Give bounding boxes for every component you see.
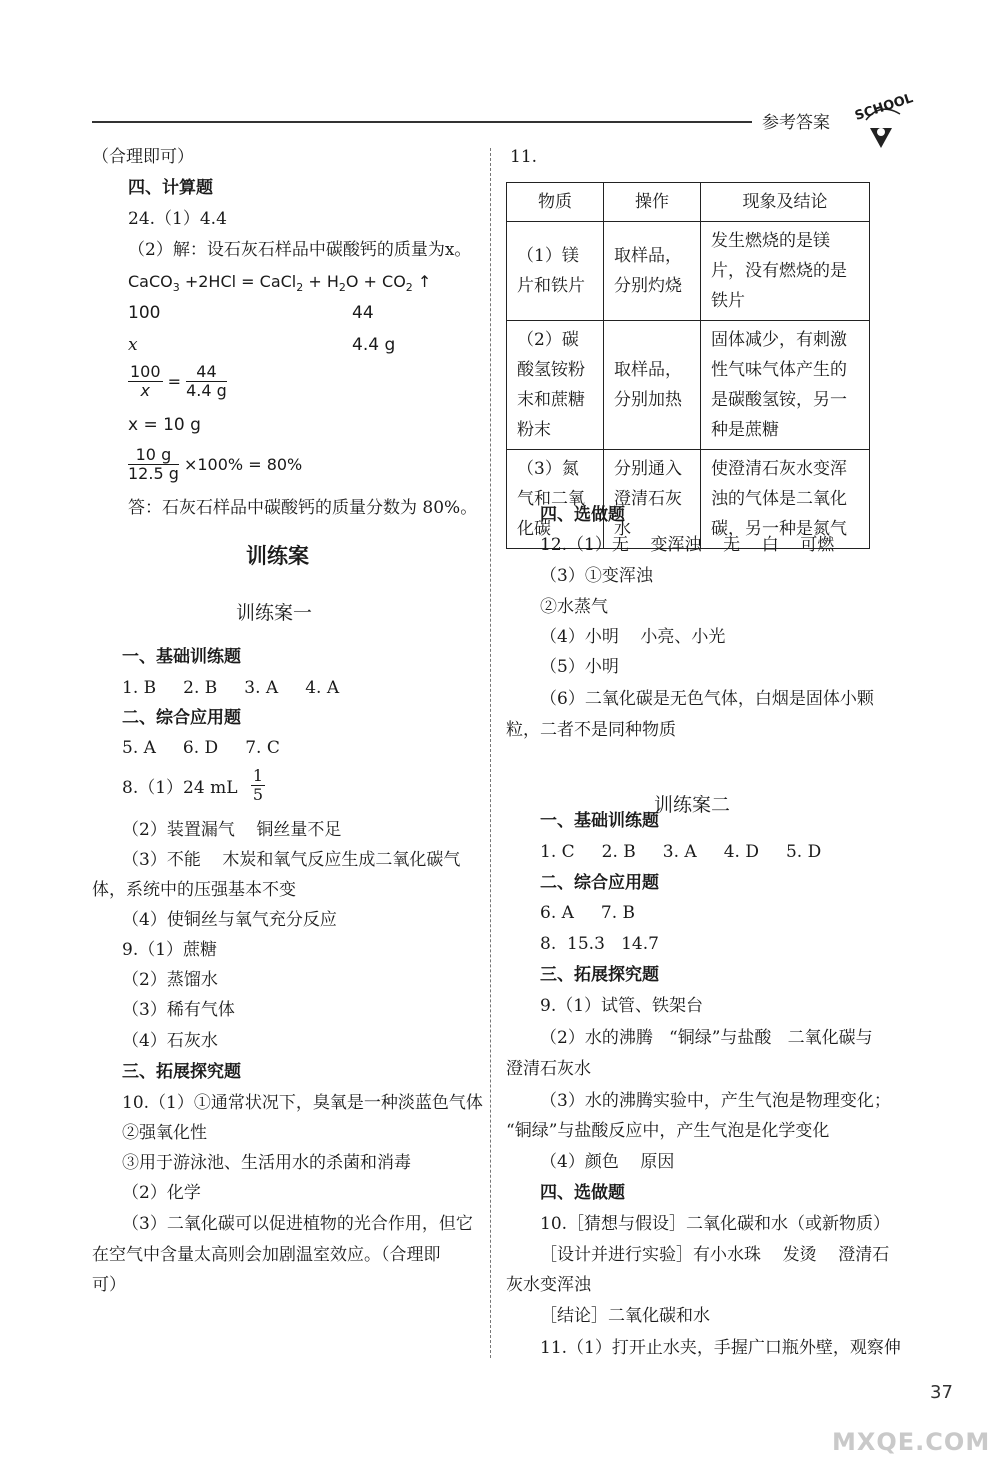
section-heading: 四、选做题 bbox=[540, 1183, 625, 1203]
section-heading: 一、基础训练题 bbox=[540, 811, 659, 831]
answer-line: 答：石灰石样品中碳酸钙的质量分数为 80%。 bbox=[128, 498, 478, 518]
answer-line: 11.（1）打开止水夹，手握广口瓶外壁，观察伸 bbox=[540, 1338, 901, 1358]
denominator: 5 bbox=[252, 785, 264, 804]
answer-line: （2）装置漏气 铜丝量不足 bbox=[122, 820, 342, 840]
answer-line: 8. 15.3 14.7 bbox=[540, 934, 659, 954]
answer-line: 9.（1）试管、铁架台 bbox=[540, 996, 704, 1016]
question-number: 11. bbox=[510, 147, 538, 167]
answer-line: “铜绿”与盐酸反应中，产生气泡是化学变化 bbox=[506, 1121, 830, 1141]
answer-line: ②强氧化性 bbox=[122, 1123, 207, 1143]
gas-arrow: ↑ bbox=[412, 272, 432, 291]
answer-line: （3）稀有气体 bbox=[122, 1000, 235, 1020]
percent-result: ×100% = 80% bbox=[178, 455, 303, 474]
answer-line: ［设计并进行实验］有小水珠 发烫 澄清石 bbox=[540, 1245, 890, 1265]
header-title: 参考答案 bbox=[762, 113, 830, 133]
table-header-row bbox=[507, 183, 870, 222]
chemical-equation bbox=[128, 267, 431, 303]
table-cell: （1）镁片和铁片 bbox=[507, 222, 604, 321]
answer-line: （5）小明 bbox=[540, 657, 619, 677]
answer-line: ［结论］二氧化碳和水 bbox=[540, 1306, 710, 1326]
answer-line: （3）二氧化碳可以促进植物的光合作用，但它 bbox=[122, 1214, 473, 1234]
school-logo-text: SCHOOL bbox=[853, 91, 916, 124]
numerator: 10 g bbox=[128, 446, 179, 465]
numerator: 100 bbox=[130, 362, 161, 381]
denominator: 12.5 g bbox=[128, 464, 179, 483]
percent-equation bbox=[128, 446, 302, 483]
text-line: （合理即可） bbox=[92, 147, 194, 167]
watermark: MXQE.COM bbox=[832, 1428, 991, 1456]
mass-value: 4.4 g bbox=[352, 335, 396, 355]
table-cell: 取样品，分别灼烧 bbox=[604, 222, 701, 321]
answer-line: 6. A 7. B bbox=[540, 903, 636, 923]
answer-line: ②水蒸气 bbox=[540, 597, 608, 617]
eq-part: +2HCl = CaCl bbox=[179, 272, 297, 291]
table-cell: 分别通入澄清石灰水 bbox=[604, 450, 701, 549]
eq-part: CaCO bbox=[128, 272, 173, 291]
mass-value: x bbox=[128, 335, 138, 355]
school-logo bbox=[848, 91, 916, 152]
denominator: 4.4 g bbox=[186, 381, 227, 400]
eq-sub: 3 bbox=[172, 281, 180, 295]
subsection-title: 训练案二 bbox=[654, 794, 731, 816]
answer-line: 1. C 2. B 3. A 4. D 5. D bbox=[540, 842, 822, 862]
answer-table bbox=[506, 182, 870, 549]
answer-line bbox=[122, 767, 265, 804]
answer-line: x = 10 g bbox=[128, 415, 201, 435]
table-row bbox=[507, 321, 870, 450]
section-title: 训练案 bbox=[246, 543, 309, 568]
section-heading: 二、综合应用题 bbox=[122, 708, 241, 728]
fraction bbox=[251, 767, 265, 804]
eq-part: + H bbox=[303, 272, 339, 291]
answer-line: 10.（1）①通常状况下，臭氧是一种淡蓝色气体 bbox=[122, 1093, 483, 1113]
table-header-cell: 操作 bbox=[604, 183, 701, 222]
answer-line: （6）二氧化碳是无色气体，白烟是固体小颗 bbox=[540, 689, 874, 709]
denominator: x bbox=[140, 381, 150, 400]
table-cell: 发生燃烧的是镁片，没有燃烧的是铁片 bbox=[701, 222, 870, 321]
mass-value: 44 bbox=[352, 303, 374, 323]
section-heading: 三、拓展探究题 bbox=[122, 1062, 241, 1082]
answer-line: 5. A 6. D 7. C bbox=[122, 738, 280, 758]
table-header-cell: 现象及结论 bbox=[701, 183, 870, 222]
section-heading: 四、选做题 bbox=[540, 505, 625, 525]
eq-sub: 2 bbox=[405, 281, 413, 295]
answer-line: 10.［猜想与假设］二氧化碳和水（或新物质） bbox=[540, 1214, 891, 1234]
answer-line: （2）解：设石灰石样品中碳酸钙的质量为x。 bbox=[128, 240, 472, 260]
fraction bbox=[186, 363, 227, 400]
answer-line: （2）水的沸腾 “铜绿”与盐酸 二氧化碳与 bbox=[540, 1028, 873, 1048]
table-header-cell: 物质 bbox=[507, 183, 604, 222]
answer-line: （3）①变浑浊 bbox=[540, 566, 653, 586]
answer-line: 24.（1）4.4 bbox=[128, 209, 227, 229]
equals-sign: = bbox=[162, 372, 187, 391]
mass-value: 100 bbox=[128, 303, 161, 323]
section-heading: 四、计算题 bbox=[128, 178, 213, 198]
answer-line: 可） bbox=[92, 1275, 126, 1295]
eq-sub: 2 bbox=[338, 281, 346, 295]
answer-line: （4）使铜丝与氧气充分反应 bbox=[122, 910, 337, 930]
answer-line: 在空气中含量太高则会加剧温室效应。（合理即 bbox=[92, 1245, 441, 1265]
answer-line: 1. B 2. B 3. A 4. A bbox=[122, 678, 340, 698]
numerator: 1 bbox=[252, 766, 264, 785]
section-heading: 三、拓展探究题 bbox=[540, 965, 659, 985]
table-cell: 使澄清石灰水变浑浊的气体是二氧化碳，另一种是氮气 bbox=[701, 450, 870, 549]
eq-sub: 2 bbox=[296, 281, 304, 295]
table-row bbox=[507, 222, 870, 321]
answer-line: （2）化学 bbox=[122, 1183, 201, 1203]
table-cell: 固体减少，有刺激性气味气体产生的是碳酸氢铵，另一种是蔗糖 bbox=[701, 321, 870, 450]
section-heading: 一、基础训练题 bbox=[122, 647, 241, 667]
answer-line: （4）小明 小亮、小光 bbox=[540, 627, 726, 647]
fraction bbox=[128, 363, 163, 400]
answer-line: （3）水的沸腾实验中，产生气泡是物理变化； bbox=[540, 1091, 891, 1111]
table-cell: （2）碳酸氢铵粉末和蔗糖粉末 bbox=[507, 321, 604, 450]
column-divider bbox=[490, 148, 491, 1358]
answer-line: （3）不能 木炭和氧气反应生成二氧化碳气 bbox=[122, 850, 461, 870]
answer-line: 9.（1）蔗糖 bbox=[122, 940, 218, 960]
subsection-title: 训练案一 bbox=[236, 602, 313, 624]
answer-line: （2）蒸馏水 bbox=[122, 970, 218, 990]
table-cell: 取样品，分别加热 bbox=[604, 321, 701, 450]
section-heading: 二、综合应用题 bbox=[540, 873, 659, 893]
answer-line: 12.（1）无 变浑浊 无 白 可燃 bbox=[540, 535, 835, 555]
answer-line: （4）石灰水 bbox=[122, 1031, 218, 1051]
answer-line: ③用于游泳池、生活用水的杀菌和消毒 bbox=[122, 1153, 411, 1173]
answer-line: 灰水变浑浊 bbox=[506, 1275, 591, 1295]
header-rule bbox=[92, 121, 752, 123]
page-number: 37 bbox=[930, 1382, 953, 1403]
answer-line: 澄清石灰水 bbox=[506, 1059, 591, 1079]
table-cell: （3）氮气和二氧化碳 bbox=[507, 450, 604, 549]
answer-line: 体，系统中的压强基本不变 bbox=[92, 880, 296, 900]
numerator: 44 bbox=[186, 363, 227, 382]
answer-line: （4）颜色 原因 bbox=[540, 1152, 675, 1172]
answer-line: 粒，二者不是同种物质 bbox=[506, 720, 676, 740]
eq-part: O + CO bbox=[345, 272, 406, 291]
proportion-equation bbox=[128, 363, 227, 400]
fraction bbox=[128, 446, 179, 483]
answer-text: 8.（1）24 mL bbox=[122, 778, 238, 798]
